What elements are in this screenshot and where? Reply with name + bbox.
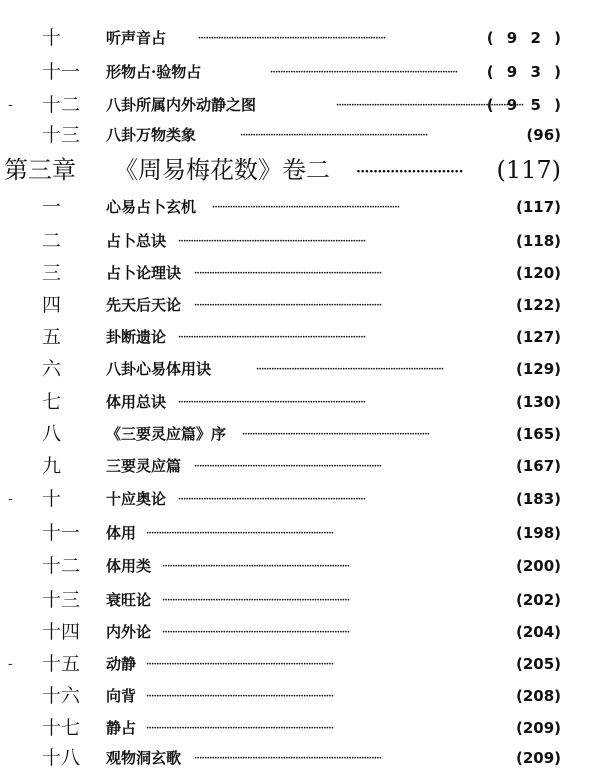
entry-page: (202) xyxy=(515,591,561,609)
toc-entry[interactable] xyxy=(0,420,609,448)
dot-leader: ·········································································· xyxy=(178,333,366,343)
entry-title: 内外论 xyxy=(106,623,152,641)
entry-title: 心易占卜玄机 xyxy=(106,198,197,216)
entry-title: 体用总诀 xyxy=(106,393,167,411)
toc-entry[interactable] xyxy=(0,323,609,351)
entry-number: 八 xyxy=(42,423,62,445)
entry-title: 八卦万物类象 xyxy=(106,126,197,144)
entry-page: (165) xyxy=(515,425,561,443)
entry-title: 十应奥论 xyxy=(106,490,167,508)
entry-page: (209) xyxy=(515,749,561,767)
entry-page: (200) xyxy=(515,557,561,575)
entry-number: 十二 xyxy=(42,555,81,577)
dot-leader: ·········································································· xyxy=(146,724,334,734)
entry-title: 体用 xyxy=(106,524,137,542)
chapter-page: (117) xyxy=(496,156,561,184)
entry-title: 占卜总诀 xyxy=(106,232,167,250)
toc-entry[interactable] xyxy=(0,291,609,319)
entry-number: 十五 xyxy=(42,653,81,675)
entry-number: 十三 xyxy=(42,124,81,146)
dot-leader: ·········································································· xyxy=(194,301,382,311)
toc-entry[interactable] xyxy=(0,650,609,678)
entry-page: (208) xyxy=(515,687,561,705)
toc-entry[interactable] xyxy=(0,24,609,52)
toc-entry[interactable] xyxy=(0,618,609,646)
entry-number: 四 xyxy=(42,294,62,316)
entry-page: (204) xyxy=(515,623,561,641)
entry-title: 八卦心易体用诀 xyxy=(106,360,212,378)
entry-page: (198) xyxy=(515,524,561,542)
entry-number: 七 xyxy=(42,391,62,413)
toc-entry[interactable] xyxy=(0,91,609,119)
entry-page: (167) xyxy=(515,457,561,475)
dot-leader: ·········································································· xyxy=(242,430,430,440)
toc-chapter-entry[interactable] xyxy=(0,152,609,188)
entry-page: ( 9 3 ) xyxy=(486,63,565,81)
entry-page: (130) xyxy=(515,393,561,411)
dot-leader: ·········································································· xyxy=(194,754,382,764)
dot-leader: ·········································································· xyxy=(270,68,458,78)
toc-entry[interactable] xyxy=(0,744,609,772)
entry-title: 八卦所属内外动静之图 xyxy=(106,96,257,114)
dot-leader: ·········································································· xyxy=(212,203,400,213)
dot-leader: ·········································································· xyxy=(162,562,350,572)
entry-number: 九 xyxy=(42,455,62,477)
entry-title: 占卜论理诀 xyxy=(106,264,182,282)
dot-leader: ························· xyxy=(356,164,463,180)
entry-number: 六 xyxy=(42,358,62,380)
toc-entry[interactable] xyxy=(0,388,609,416)
dot-leader: ·········································································· xyxy=(178,237,366,247)
entry-title: 向背 xyxy=(106,687,137,705)
entry-page: (127) xyxy=(515,328,561,346)
entry-number: 十四 xyxy=(42,621,81,643)
dot-leader: ·········································································· xyxy=(146,692,334,702)
toc-entry[interactable] xyxy=(0,485,609,513)
entry-title: 听声音占 xyxy=(106,29,167,47)
toc-entry[interactable] xyxy=(0,58,609,86)
dot-leader: ·········································································· xyxy=(162,628,350,638)
entry-page: (122) xyxy=(515,296,561,314)
entry-page: (118) xyxy=(515,232,561,250)
entry-title: 三要灵应篇 xyxy=(106,457,182,475)
toc-entry[interactable] xyxy=(0,452,609,480)
entry-page: (183) xyxy=(515,490,561,508)
toc-entry[interactable] xyxy=(0,519,609,547)
entry-number: 十七 xyxy=(42,717,81,739)
entry-page: (117) xyxy=(515,198,561,216)
toc-entry[interactable] xyxy=(0,552,609,580)
entry-page: ( 9 2 ) xyxy=(486,29,565,47)
entry-number: 二 xyxy=(42,230,62,252)
entry-page: (129) xyxy=(515,360,561,378)
toc-entry[interactable] xyxy=(0,355,609,383)
toc-entry[interactable] xyxy=(0,193,609,221)
toc-entry[interactable] xyxy=(0,682,609,710)
dot-leader: ·········································································· xyxy=(256,365,444,375)
toc-entry[interactable] xyxy=(0,714,609,742)
dot-leader: ·········································································· xyxy=(194,462,382,472)
entry-title: 卦断遗论 xyxy=(106,328,167,346)
dot-leader: ·········································································· xyxy=(198,34,386,44)
entry-title: 静占 xyxy=(106,719,137,737)
margin-mark: - xyxy=(8,97,13,113)
entry-number: 十二 xyxy=(42,94,81,116)
entry-number: 十六 xyxy=(42,685,81,707)
dot-leader: ·········································································· xyxy=(240,131,428,141)
entry-title: 观物洞玄歌 xyxy=(106,749,182,767)
entry-title: 《三要灵应篇》序 xyxy=(106,425,227,443)
margin-mark: - xyxy=(8,656,13,672)
toc-entry[interactable] xyxy=(0,259,609,287)
chapter-number: 第三章 xyxy=(4,156,76,184)
entry-title: 形物占·验物占 xyxy=(106,63,202,81)
entry-number: 十一 xyxy=(42,61,81,83)
chapter-title: 《周易梅花数》卷二 xyxy=(114,156,330,184)
dot-leader: ·········································································· xyxy=(178,495,366,505)
entry-number: 十八 xyxy=(42,747,81,769)
entry-title: 体用类 xyxy=(106,557,152,575)
dot-leader: ·········································································· xyxy=(178,398,366,408)
entry-number: 十 xyxy=(42,27,62,49)
entry-page: ( 9 5 ) xyxy=(486,96,565,114)
entry-page: (209) xyxy=(515,719,561,737)
dot-leader: ·········································································· xyxy=(336,101,524,111)
toc-entry[interactable] xyxy=(0,586,609,614)
entry-title: 动静 xyxy=(106,655,137,673)
toc-entry[interactable] xyxy=(0,121,609,149)
entry-number: 五 xyxy=(42,326,62,348)
dot-leader: ·········································································· xyxy=(162,596,350,606)
entry-number: 三 xyxy=(42,262,62,284)
entry-page: (120) xyxy=(515,264,561,282)
entry-number: 一 xyxy=(42,196,62,218)
toc-entry[interactable] xyxy=(0,227,609,255)
entry-title: 先天后天论 xyxy=(106,296,182,314)
entry-number: 十 xyxy=(42,488,62,510)
entry-page: (205) xyxy=(515,655,561,673)
entry-number: 十一 xyxy=(42,522,81,544)
dot-leader: ·········································································· xyxy=(146,660,334,670)
entry-page: (96) xyxy=(526,126,561,144)
entry-title: 衰旺论 xyxy=(106,591,152,609)
entry-number: 十三 xyxy=(42,589,81,611)
dot-leader: ·········································································· xyxy=(146,529,334,539)
dot-leader: ·········································································· xyxy=(194,269,382,279)
margin-mark: - xyxy=(8,491,13,507)
